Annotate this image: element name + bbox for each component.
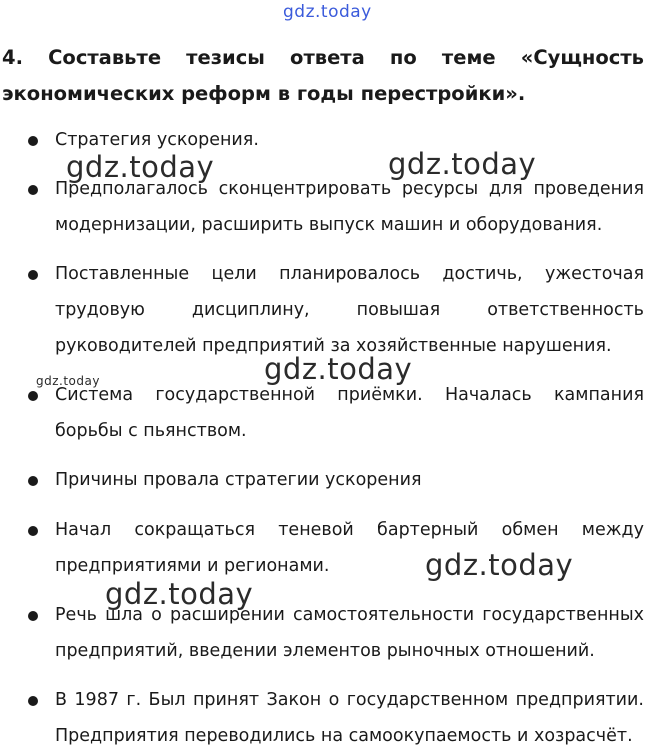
watermark: gdz.today [425, 548, 574, 582]
thesis-text: В 1987 г. Был принят Закон о государственном предприятии. Предприятия переводились на самоокупаемость и хозрасчёт. [55, 690, 644, 746]
bullet-icon [28, 526, 38, 536]
bullet-icon [28, 611, 38, 621]
bullet-icon [28, 136, 38, 146]
task-title: 4. Составьте тезисы ответа по теме «Сущность экономических реформ в годы перестройки». [2, 46, 644, 105]
thesis-text: Система государственной приёмки. Началась кампания борьбы с пьянством. [55, 385, 644, 441]
bullet-icon [28, 185, 38, 195]
bullet-icon [28, 391, 38, 401]
thesis-text: Предполагалось сконцентрировать ресурсы для проведения модернизации, расширить выпуск машин и оборудования. [55, 179, 644, 235]
bullet-icon [28, 696, 38, 706]
bullet-icon [28, 476, 38, 486]
watermark: gdz.today [105, 577, 254, 611]
watermark: gdz.today [264, 352, 413, 386]
watermark: gdz.today [388, 147, 537, 181]
watermark-top: gdz.today [283, 2, 372, 22]
thesis-text: Поставленные цели планировалось достичь, ужесточая трудовую дисциплину, повышая ответственность руководителей предприятий за хозяйственные нарушения. [55, 264, 644, 356]
watermark: gdz.today [66, 150, 215, 184]
bullet-icon [28, 270, 38, 280]
thesis-text: Речь шла о расширении самостоятельности государственных предприятий, введении элементов рыночных отношений. [55, 605, 644, 661]
thesis-text: Причины провала стратегии ускорения [55, 470, 422, 490]
thesis-text: Начал сокращаться теневой бартерный обмен между предприятиями и регионами. [55, 520, 644, 576]
thesis-text: Стратегия ускорения. [55, 130, 259, 150]
watermark: gdz.today [36, 374, 100, 388]
